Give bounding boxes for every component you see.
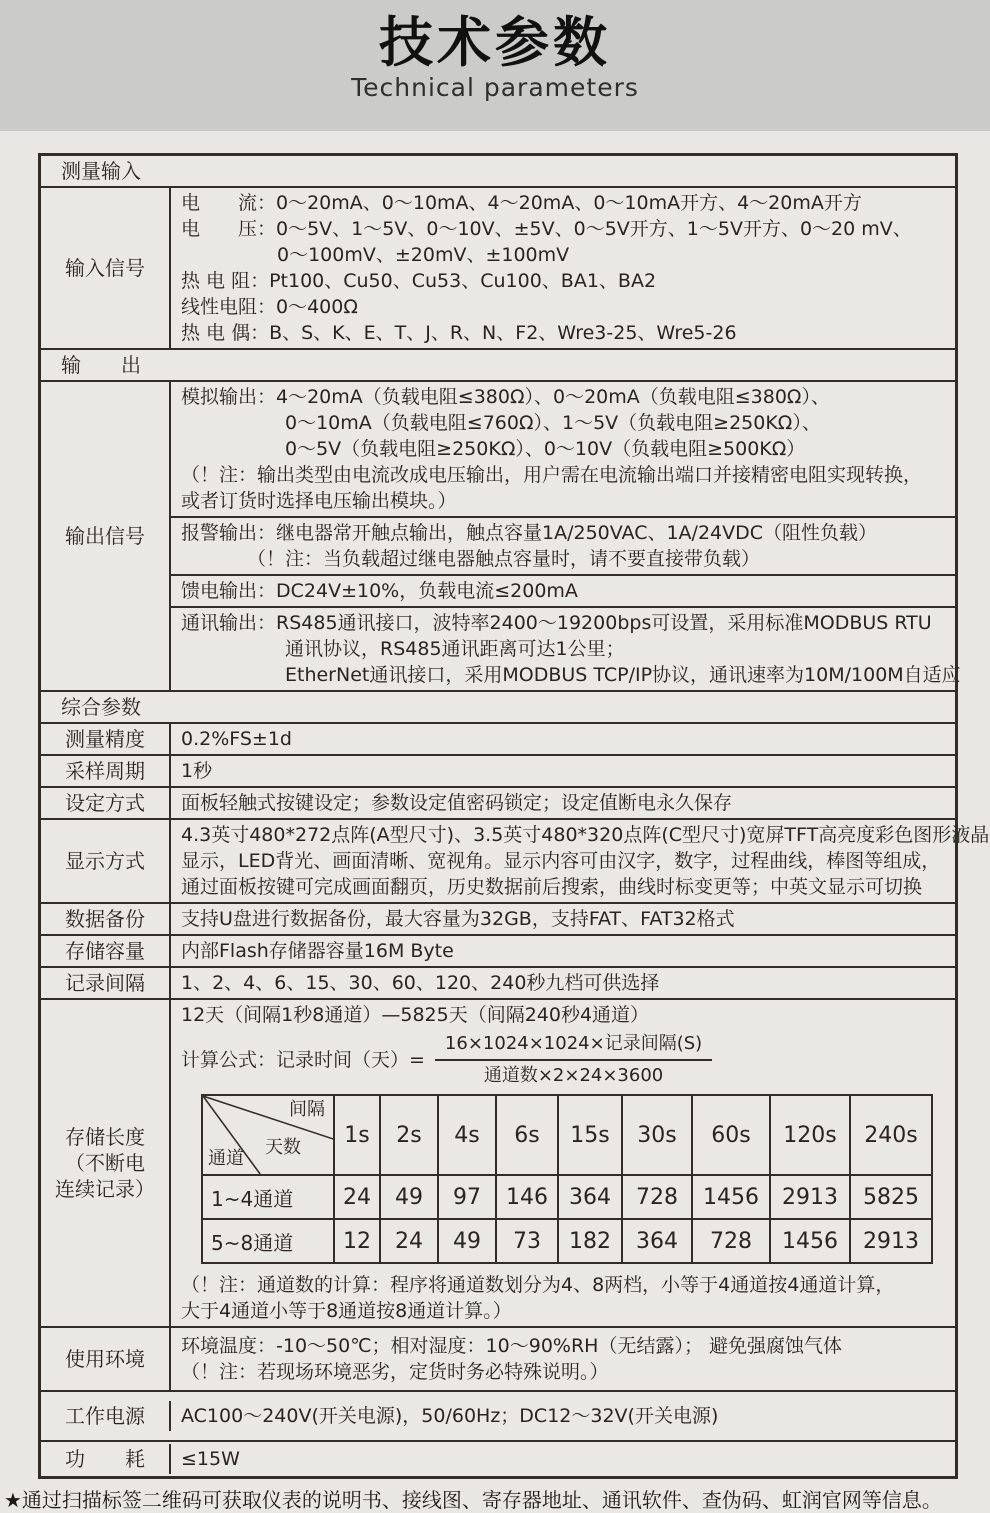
section-header: 综合参数 bbox=[61, 695, 141, 719]
section-header: 输 出 bbox=[61, 353, 141, 377]
formula-fraction bbox=[435, 1032, 712, 1088]
days-cell: 146 bbox=[496, 1175, 558, 1219]
spec-line: 馈电输出：DC24V±10%，负载电流≤200mA bbox=[181, 580, 578, 602]
storage-formula bbox=[181, 1032, 947, 1088]
days-cell: 24 bbox=[334, 1175, 380, 1219]
row-display bbox=[41, 818, 990, 902]
row-input-signal bbox=[41, 186, 955, 348]
corner-label-interval: 间隔 bbox=[289, 1099, 325, 1120]
spec-line: 通讯输出：RS485通讯接口，波特率2400～19200bps可设置，采用标准MODBUS RTU bbox=[181, 612, 932, 634]
page-subtitle: Technical parameters bbox=[351, 73, 639, 102]
subrow-analog-output bbox=[171, 382, 955, 516]
spec-line: 通讯协议，RS485通讯距离可达1公里； bbox=[285, 638, 625, 660]
row-output-signal bbox=[41, 380, 961, 690]
channel-label: 1~4通道 bbox=[202, 1175, 334, 1219]
corner-label-channel: 通道 bbox=[208, 1148, 244, 1169]
label-line: 存储长度 bbox=[65, 1125, 145, 1149]
row-content bbox=[171, 188, 955, 348]
days-cell: 24 bbox=[380, 1219, 438, 1263]
formula-numerator: 16×1024×1024×记录间隔(S) bbox=[435, 1032, 712, 1061]
days-cell: 1456 bbox=[692, 1175, 770, 1219]
days-cell: 1456 bbox=[770, 1219, 850, 1263]
row-label: 显示方式 bbox=[41, 820, 171, 902]
spec-line: 模拟输出：4～20mA（负载电阻≤380Ω）、0～20mA（负载电阻≤380Ω）、 bbox=[181, 386, 830, 408]
interval-header: 4s bbox=[438, 1095, 496, 1175]
row-sampling bbox=[41, 754, 955, 786]
days-cell: 728 bbox=[622, 1175, 692, 1219]
days-cell: 49 bbox=[438, 1219, 496, 1263]
row-label: 输入信号 bbox=[41, 188, 171, 348]
storage-range: 12天（间隔1秒8通道）—5825天（间隔240秒4通道） bbox=[181, 1004, 650, 1026]
interval-header: 1s bbox=[334, 1095, 380, 1175]
row-environment bbox=[41, 1326, 955, 1390]
row-setting bbox=[41, 786, 955, 818]
row-backup bbox=[41, 902, 955, 934]
formula-prefix: 计算公式：记录时间（天）= bbox=[181, 1049, 425, 1071]
days-cell: 97 bbox=[438, 1175, 496, 1219]
channel-label: 5~8通道 bbox=[202, 1219, 334, 1263]
subrow-alarm-output bbox=[171, 516, 955, 574]
interval-header: 15s bbox=[558, 1095, 622, 1175]
row-consumption bbox=[41, 1440, 955, 1476]
spec-line: 0～100mV、±20mV、±100mV bbox=[277, 244, 570, 266]
row-capacity bbox=[41, 934, 955, 966]
days-cell: 12 bbox=[334, 1219, 380, 1263]
qr-info-footnote: ★通过扫描标签二维码可获取仪表的说明书、接线图、寄存器地址、通讯软件、查伪码、虹润官网等信息。 bbox=[4, 1488, 942, 1512]
days-cell: 49 bbox=[380, 1175, 438, 1219]
page-title: 技术参数 bbox=[379, 11, 611, 74]
spec-table bbox=[38, 153, 990, 1479]
row-label: 测量精度 bbox=[41, 724, 171, 754]
diagonal-corner-cell bbox=[202, 1095, 334, 1175]
days-cell: 364 bbox=[622, 1219, 692, 1263]
storage-note: 大于4通道小等于8通道按8通道计算。） bbox=[181, 1300, 512, 1322]
spec-value: 1秒 bbox=[181, 759, 213, 782]
row-label: 使用环境 bbox=[41, 1328, 171, 1390]
table-header-row bbox=[202, 1095, 932, 1175]
days-cell: 5825 bbox=[850, 1175, 932, 1219]
row-label: 功 耗 bbox=[41, 1444, 171, 1474]
interval-header: 30s bbox=[622, 1095, 692, 1175]
spec-value: 面板轻触式按键设定；参数设定值密码锁定；设定值断电永久保存 bbox=[181, 791, 733, 814]
row-power bbox=[41, 1390, 955, 1440]
row-storage-length bbox=[41, 998, 955, 1326]
section-header: 测量输入 bbox=[61, 159, 141, 183]
formula-denominator: 通道数×2×24×3600 bbox=[483, 1065, 664, 1086]
days-cell: 364 bbox=[558, 1175, 622, 1219]
row-accuracy bbox=[41, 722, 955, 754]
spec-line: 4.3英寸480*272点阵(A型尺寸)、3.5英寸480*320点阵(C型尺寸)宽屏TFT高亮度彩色图形液晶 bbox=[181, 824, 990, 846]
spec-line: 或者订货时选择电压输出模块。） bbox=[181, 490, 457, 512]
row-label: 工作电源 bbox=[41, 1401, 171, 1431]
spec-line: 0～10mA（负载电阻≤760Ω）、1～5V（负载电阻≥250KΩ）、 bbox=[285, 412, 821, 434]
subrow-feed-output bbox=[171, 574, 955, 606]
spec-value: 内部Flash存储器容量16M Byte bbox=[181, 939, 454, 962]
section-output bbox=[41, 348, 955, 380]
row-label: 设定方式 bbox=[41, 788, 171, 818]
row-label: 数据备份 bbox=[41, 904, 171, 934]
spec-line: （！注：若现场环境恶劣，定货时务必特殊说明。） bbox=[181, 1361, 609, 1383]
days-cell: 182 bbox=[558, 1219, 622, 1263]
interval-header: 240s bbox=[850, 1095, 932, 1175]
label-line: （不断电 bbox=[65, 1151, 145, 1175]
spec-line: 热 电 偶：B、S、K、E、T、J、R、N、F2、Wre3-25、Wre5-26 bbox=[181, 322, 737, 344]
table-row bbox=[202, 1175, 932, 1219]
days-cell: 2913 bbox=[850, 1219, 932, 1263]
spec-line: 0～5V（负载电阻≥250KΩ）、0～10V（负载电阻≥500KΩ） bbox=[285, 438, 806, 460]
storage-days-table bbox=[201, 1094, 933, 1264]
days-cell: 2913 bbox=[770, 1175, 850, 1219]
spec-value: ≤15W bbox=[181, 1447, 240, 1470]
spec-line: 电 流：0～20mA、0～10mA、4～20mA、0～10mA开方、4～20mA开方 bbox=[181, 192, 862, 214]
spec-value: 1、2、4、6、15、30、60、120、240秒九档可供选择 bbox=[181, 971, 660, 994]
spec-value: AC100～240V(开关电源)，50/60Hz；DC12～32V(开关电源) bbox=[181, 1404, 719, 1427]
interval-header: 2s bbox=[380, 1095, 438, 1175]
table-row bbox=[202, 1219, 932, 1263]
spec-line: 电 压：0～5V、1～5V、0～10V、±5V、0～5V开方、1～5V开方、0～20 mV、 bbox=[181, 218, 912, 240]
spec-line: （！注：输出类型由电流改成电压输出，用户需在电流输出端口并接精密电阻实现转换， bbox=[181, 464, 923, 486]
row-label: 记录间隔 bbox=[41, 968, 171, 998]
corner-label-days: 天数 bbox=[265, 1137, 301, 1158]
row-content bbox=[171, 382, 961, 690]
row-label bbox=[41, 1000, 171, 1326]
row-label: 输出信号 bbox=[41, 382, 171, 690]
section-general-params bbox=[41, 690, 955, 722]
spec-line: 环境温度：-10～50℃；相对湿度：10～90%RH（无结露）； 避免强腐蚀气体 bbox=[181, 1335, 842, 1357]
page-header bbox=[0, 0, 990, 131]
subrow-comm-output bbox=[171, 606, 961, 690]
interval-header: 60s bbox=[692, 1095, 770, 1175]
days-cell: 73 bbox=[496, 1219, 558, 1263]
spec-value: 支持U盘进行数据备份，最大容量为32GB，支持FAT、FAT32格式 bbox=[181, 907, 735, 930]
days-cell: 728 bbox=[692, 1219, 770, 1263]
spec-line: 报警输出：继电器常开触点输出，触点容量1A/250VAC、1A/24VDC（阻性负载） bbox=[181, 522, 878, 544]
row-label: 存储容量 bbox=[41, 936, 171, 966]
spec-line: 通过面板按键可完成画面翻页，历史数据前后搜索，曲线时标变更等；中英文显示可切换 bbox=[181, 876, 923, 898]
interval-header: 6s bbox=[496, 1095, 558, 1175]
section-measure-input bbox=[41, 156, 955, 186]
label-line: 连续记录） bbox=[55, 1177, 155, 1201]
spec-value: 0.2%FS±1d bbox=[181, 727, 292, 750]
spec-line: EtherNet通讯接口，采用MODBUS TCP/IP协议，通讯速率为10M/100M自适应 bbox=[285, 664, 961, 686]
row-interval bbox=[41, 966, 955, 998]
spec-line: 显示，LED背光、画面清晰、宽视角。显示内容可由汉字，数字，过程曲线，棒图等组成， bbox=[181, 850, 941, 872]
spec-line: 线性电阻：0～400Ω bbox=[181, 296, 358, 318]
row-label: 采样周期 bbox=[41, 756, 171, 786]
interval-header: 120s bbox=[770, 1095, 850, 1175]
storage-note: （！注：通道数的计算：程序将通道数划分为4、8两档，小等于4通道按4通道计算， bbox=[181, 1274, 895, 1296]
spec-line: （！注：当负载超过继电器触点容量时，请不要直接带负载） bbox=[247, 548, 761, 570]
spec-line: 热 电 阻：Pt100、Cu50、Cu53、Cu100、BA1、BA2 bbox=[181, 270, 657, 292]
